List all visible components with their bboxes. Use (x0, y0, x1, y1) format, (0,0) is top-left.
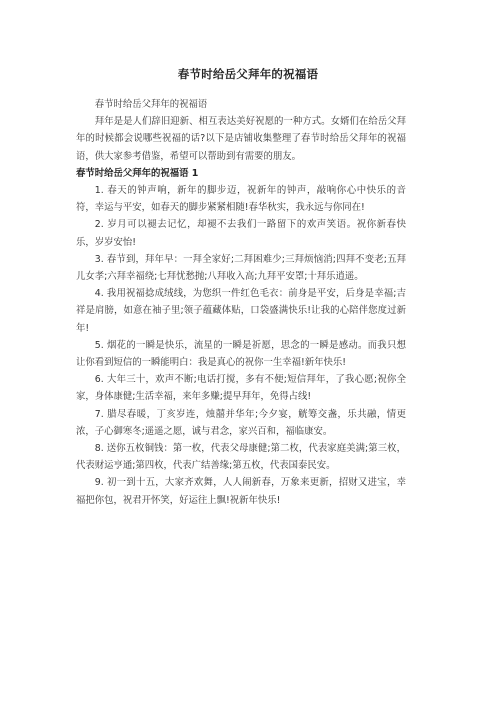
intro-paragraph: 拜年是是人们辞旧迎新、相互表达美好祝愿的一种方式。女婿们在给岳父拜年的时候都会说哪些祝福的话?以下是店铺收集整理了春节时给岳父拜年的祝福语，供大家参考借鉴，希望可以帮助到有需要的朋友。 (76, 116, 406, 162)
document-title: 春节时给岳父拜年的祝福语 (177, 67, 319, 81)
document-body (76, 96, 406, 509)
greeting-item-7: 7. 腊尽春暖，丁亥岁连，烛囍并华年;今夕宴，觥筹交盏，乐共融，情更浓，子心御寒冬;遥遥之愿，诚与君念，家兴百和，福临康安。 (76, 408, 406, 437)
section-heading: 春节时给岳父拜年的祝福语 1 (76, 167, 199, 179)
document-subtitle: 春节时给岳父拜年的祝福语 (94, 99, 208, 110)
greeting-item-9: 9. 初一到十五，大家齐欢舞，人人闹新春，万象来更新，招财又进宝，幸福把你包，祝君开怀笑，好运往上飘!祝新年快乐! (76, 477, 406, 506)
greeting-item-2: 2. 岁月可以褪去记忆，却褪不去我们一路留下的欢声笑语。祝你新春快乐，岁岁安怡! (76, 219, 406, 248)
greeting-item-6: 6. 大年三十，欢声不断;电话打搅，多有不便;短信拜年，了我心愿;祝你全家，身体康健;生活幸福，来年多赚;提早拜年，免得占线! (76, 374, 406, 403)
greeting-item-8: 8. 送你五枚铜钱：第一枚，代表父母康健;第二枚，代表家庭美满;第三枚，代表财运亨通;第四枚，代表广结善缘;第五枚，代表国泰民安。 (76, 443, 406, 472)
greeting-item-4: 4. 我用祝福捻成绒线，为您织一件红色毛衣：前身是平安，后身是幸福;吉祥是肩膀，如意在袖子里;领子蕴藏体贴，口袋盛满快乐!让我的心陪伴您度过新年! (76, 288, 406, 334)
greeting-item-1: 1. 春天的钟声响，新年的脚步迈，祝新年的钟声，敲响你心中快乐的音符，幸运与平安，如春天的脚步紧紧相随!春华秋实，我永远与你同在! (76, 185, 406, 214)
greeting-item-5: 5. 烟花的一瞬是快乐，流星的一瞬是祈愿，思念的一瞬是感动。而我只想让你看到短信的一瞬能明白：我是真心的祝你一生幸福!新年快乐! (76, 339, 406, 369)
greeting-item-3: 3. 春节到，拜年早：一拜全家好;二拜困难少;三拜烦恼消;四拜不变老;五拜儿女孝;六拜幸福绕;七拜忧愁抛;八拜收入高;九拜平安罩;十拜乐逍遥。 (76, 253, 406, 283)
